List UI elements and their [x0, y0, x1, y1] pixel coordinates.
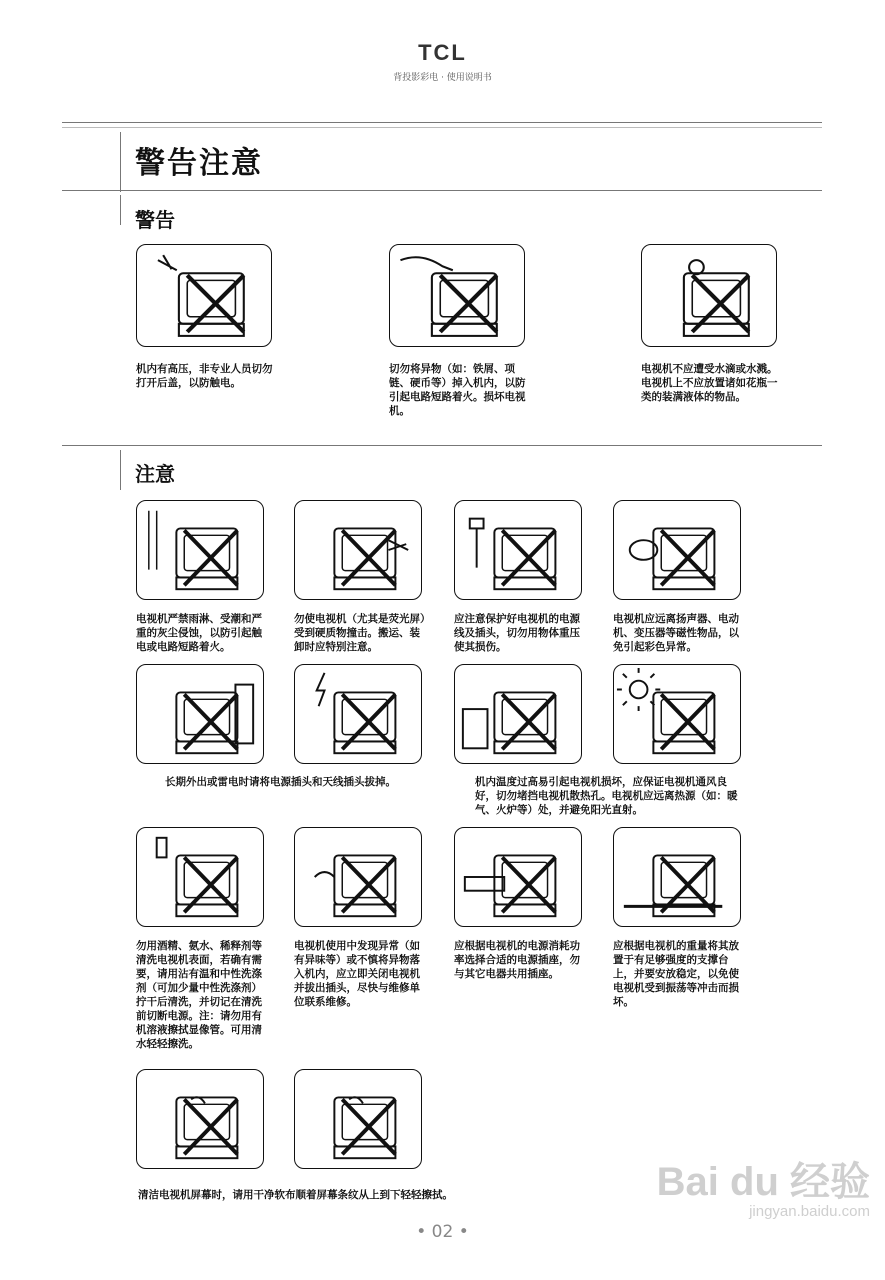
caution-caption-9: 勿用酒精、氨水、稀释剂等清洗电视机表面，若确有需要，请用沾有温和中性洗涤剂（可加少量中性洗涤剂）拧干后清洗，并切记在清洗前切断电源。注：请勿用有机溶液擦拭显像管。可用清水轻轻擦洗。: [136, 940, 262, 1050]
warning-caption-2: 切勿将异物（如：铁屑、项链、硬币等）掉入机内，以防引起电路短路着火。损坏电视机。: [389, 363, 526, 417]
tv-sunlight-icon: [614, 665, 740, 763]
caution-illustration-5: [136, 664, 264, 764]
watermark-url: jingyan.baidu.com: [749, 1203, 870, 1220]
caution-illustration-7: [454, 664, 582, 764]
baidu-watermark: [630, 1150, 870, 1220]
caution-illustration-3: [454, 500, 582, 600]
caution-illustration-13: [136, 1069, 264, 1169]
tv-heater-icon: [455, 665, 581, 763]
power-strip-overload-icon: [455, 828, 581, 926]
tv-lightning-icon: [295, 665, 421, 763]
page-number: • 02 •: [416, 1222, 469, 1242]
caption-row2-left: 长期外出或雷电时请将电源插头和天线插头拔掉。: [165, 776, 396, 788]
caution-illustration-4: [613, 500, 741, 600]
caution-caption-4: 电视机应远离扬声器、电动机、变压器等磁性物品，以免引起彩色异常。: [613, 613, 739, 653]
caution-caption-2: 勿使电视机（尤其是荧光屏）受到硬质物撞击。搬运、装卸时应特别注意。: [294, 613, 426, 653]
page-title: 警告注意: [135, 146, 263, 181]
caution-illustration-6: [294, 664, 422, 764]
tv-unplug-storm-icon: [137, 665, 263, 763]
warning-heading: 警告: [135, 208, 175, 232]
caution-illustration-11: [454, 827, 582, 927]
top-rule: [62, 122, 822, 123]
tv-vase-on-top-icon: [642, 245, 776, 346]
caution-caption-3: 应注意保护好电视机的电源线及插头，切勿用物体重压使其损伤。: [454, 613, 580, 653]
tv-stand-support-icon: [614, 828, 740, 926]
caution-illustration-12: [613, 827, 741, 927]
top-rule-2: [62, 127, 822, 128]
warning-illustration-2: [389, 244, 525, 347]
tv-impact-icon: [295, 501, 421, 599]
caution-caption-1: 电视机严禁雨淋、受潮和严重的灰尘侵蚀，以防引起触电或电路短路着火。: [136, 613, 262, 653]
warning-caption-1: 机内有高压，非专业人员切勿打开后盖，以防触电。: [136, 363, 273, 389]
caution-caption-12: 应根据电视机的重量将其放置于有足够强度的支撑台上，并要安放稳定，以免使电视机受到振荡等冲击而损坏。: [613, 940, 739, 1008]
tv-rain-window-icon: [137, 501, 263, 599]
caption-row2-right: 机内温度过高易引起电视机损坏，应保证电视机通风良好，切勿堵挡电视机散热孔。电视机应远离热源（如：暖气、火炉等）处，并避免阳光直射。: [475, 776, 738, 816]
caution-illustration-8: [613, 664, 741, 764]
tv-smoke-abnormal-icon: [295, 828, 421, 926]
warning-caption-3: 电视机不应遭受水滴或水溅。电视机上不应放置诸如花瓶一类的装满液体的物品。: [641, 363, 778, 403]
title-vrule: [120, 132, 121, 192]
caution-illustration-10: [294, 827, 422, 927]
warning-illustration-1: [136, 244, 272, 347]
caution-caption-10: 电视机使用中发现异常（如有异味等）或不慎将异物落入机内，应立即关闭电视机并拔出插头，尽快与维修单位联系维修。: [294, 940, 420, 1008]
tv-insert-object-icon: [390, 245, 524, 346]
warning-vrule: [120, 195, 121, 225]
warning-illustration-3: [641, 244, 777, 347]
caution-top-rule: [62, 445, 822, 446]
watermark-main: Bai du 经验: [656, 1160, 870, 1204]
tv-back-panel-hand-icon: [137, 245, 271, 346]
tv-screen-wipe-wrong-icon: [295, 1070, 421, 1168]
tv-screen-wipe-icon: [137, 1070, 263, 1168]
header-subtitle: 背投影彩电 · 使用说明书: [393, 73, 492, 83]
caution-illustration-2: [294, 500, 422, 600]
caution-vrule: [120, 450, 121, 490]
caution-illustration-1: [136, 500, 264, 600]
power-cord-plug-icon: [455, 501, 581, 599]
brand-logo: TCL: [418, 40, 467, 65]
caption-row4: 清洁电视机屏幕时，请用干净软布顺着屏幕条纹从上到下轻轻擦拭。: [138, 1189, 453, 1201]
caution-heading: 注意: [135, 462, 175, 486]
tv-spray-clean-icon: [137, 828, 263, 926]
title-bottom-rule: [62, 190, 822, 191]
tv-speaker-magnet-icon: [614, 501, 740, 599]
caution-illustration-9: [136, 827, 264, 927]
caution-caption-11: 应根据电视机的电源消耗功率选择合适的电源插座，勿与其它电器共用插座。: [454, 940, 580, 980]
caution-illustration-14: [294, 1069, 422, 1169]
